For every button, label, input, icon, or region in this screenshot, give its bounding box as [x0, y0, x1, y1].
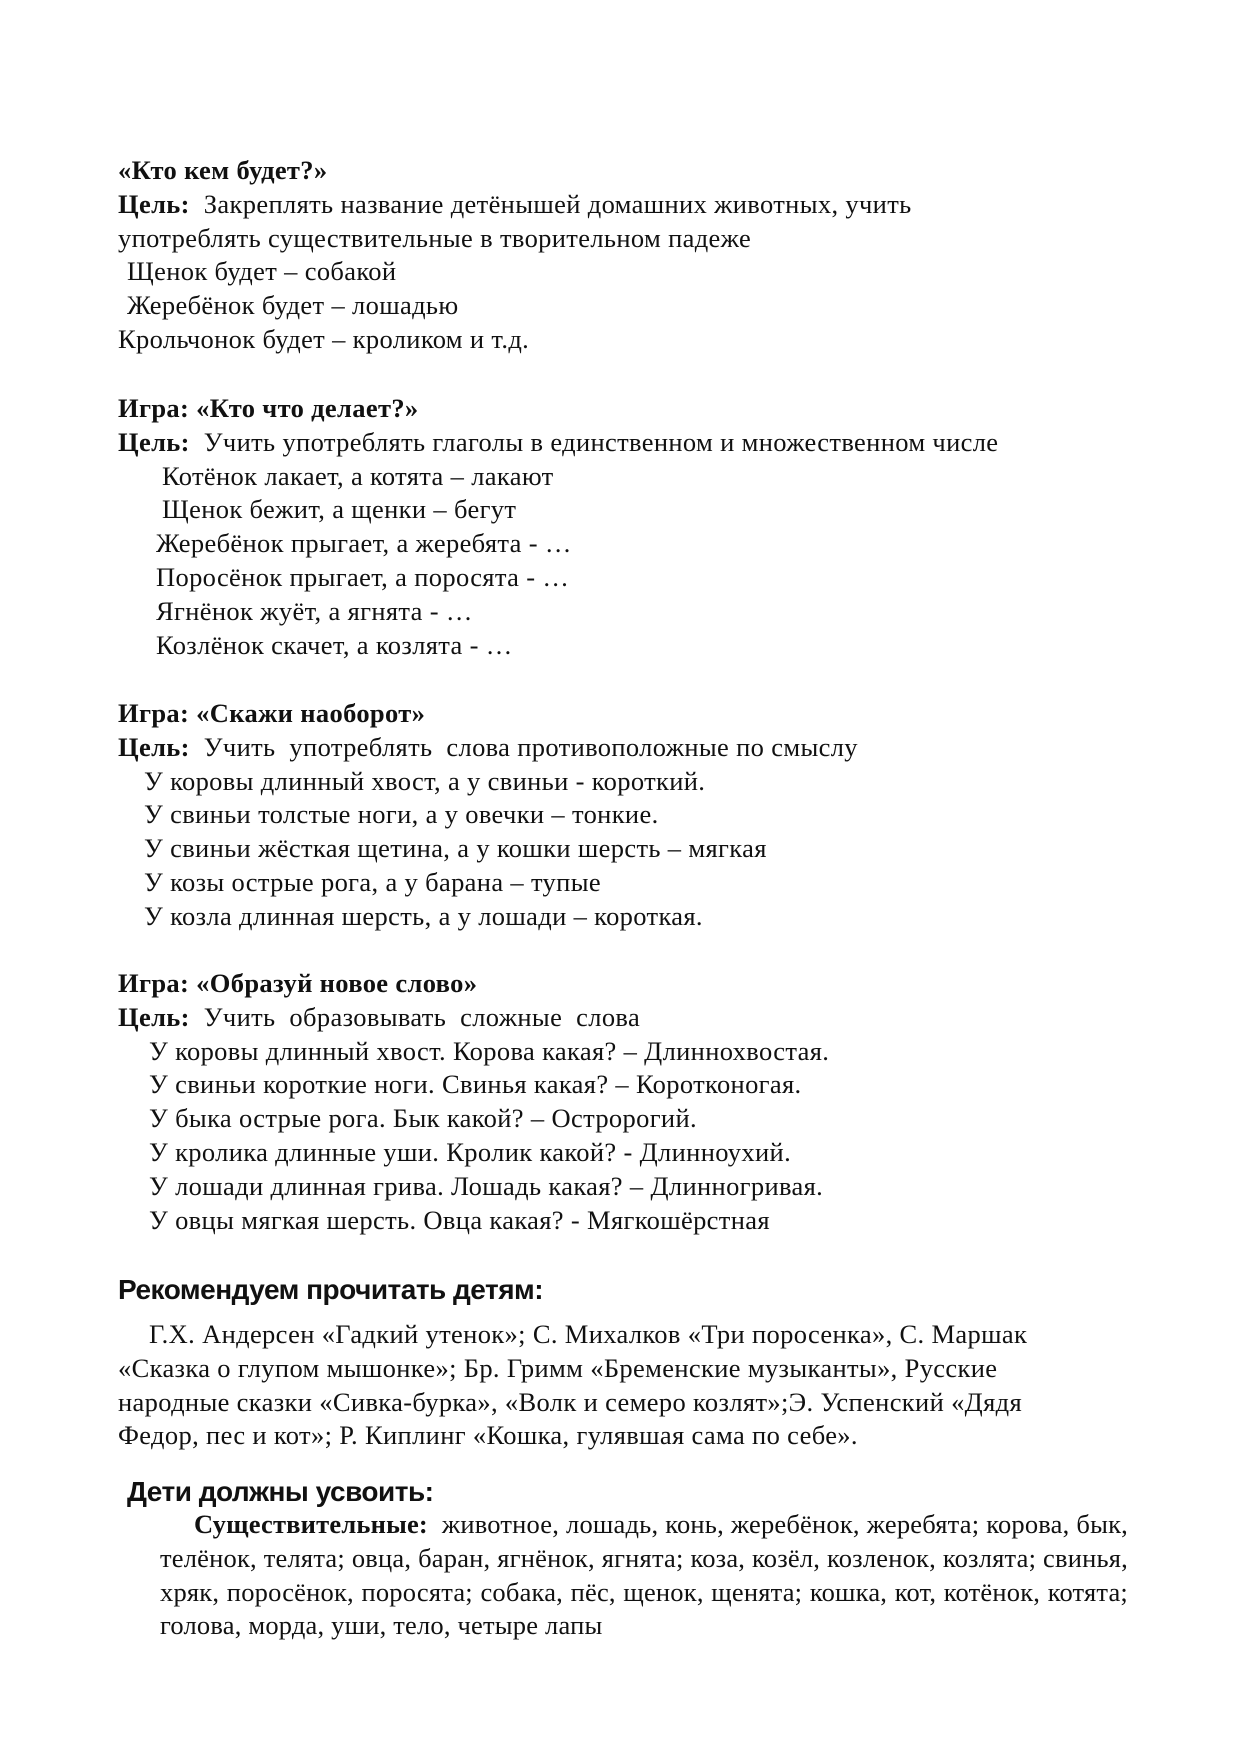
list-item: Жеребёнок будет – лошадью: [127, 290, 459, 321]
learn-section: [118, 1472, 1135, 1643]
list-item: У коровы длинный хвост, а у свиньи - короткий.: [144, 765, 706, 796]
goal-text: Учить образовывать сложные слова: [189, 1001, 641, 1032]
list-item: Крольчонок будет – кроликом и т.д.: [118, 323, 530, 354]
list-item: Щенок будет – собакой: [127, 256, 397, 287]
section-who-does-what: [118, 392, 1130, 662]
goal-label: Цель:: [118, 1001, 190, 1032]
nouns-label: Существительные:: [194, 1509, 428, 1539]
section-who-will-be: [118, 154, 1130, 357]
section-title: Игра: «Образуй новое слово»: [118, 968, 478, 998]
list-item: Котёнок лакает, а котята – лакают: [162, 460, 554, 491]
goal-label: Цель:: [118, 731, 190, 762]
goal-text: Учить употреблять глаголы в единственном и множественном числе: [189, 426, 999, 457]
list-item: У козы острые рога, а у барана – тупые: [144, 866, 601, 897]
section-title: Игра: «Кто что делает?»: [118, 393, 419, 423]
goal-label: Цель:: [118, 426, 190, 457]
list-item: У коровы длинный хвост. Корова какая? – Длиннохвостая.: [149, 1035, 830, 1066]
section-title: Игра: «Скажи наоборот»: [118, 698, 426, 728]
list-item: У кролика длинные уши. Кролик какой? - Длинноухий.: [149, 1136, 792, 1167]
list-item: Щенок бежит, а щенки – бегут: [162, 494, 517, 525]
learn-heading: Дети должны усвоить:: [127, 1476, 434, 1507]
list-item: У овцы мягкая шерсть. Овца какая? - Мягкошёрстная: [149, 1204, 770, 1235]
reading-heading: Рекомендуем прочитать детям:: [118, 1274, 544, 1305]
list-item: Жеребёнок прыгает, а жеребята - …: [156, 528, 572, 559]
nouns-text: животное, лошадь, конь, жеребёнок, жеребята; корова, бык, телёнок, телята; овца, баран, ягнёнок, ягнята; коза, козёл, козленок, козлята; свинья, хряк, поросёнок, поросята; собака, пёс, щенок, щенята; кошка, кот, котёнок, котята; голова, морда, уши, тело, четыре лапы: [160, 1509, 1135, 1641]
list-item: У быка острые рога. Бык какой? – Остророгий.: [149, 1103, 697, 1134]
list-item: У свиньи короткие ноги. Свинья какая? – Коротконогая.: [149, 1069, 802, 1100]
section-say-opposite: [118, 697, 1130, 934]
goal-text: Учить употреблять слова противоположные по смыслу: [189, 731, 858, 762]
goal-label: Цель:: [118, 188, 190, 219]
section-title: «Кто кем будет?»: [118, 155, 328, 185]
list-item: У козла длинная шерсть, а у лошади – короткая.: [144, 900, 703, 931]
list-item: У свиньи жёсткая щетина, а у кошки шерсть – мягкая: [144, 833, 767, 864]
list-item: У свиньи толстые ноги, а у овечки – тонкие.: [144, 799, 659, 830]
reading-text: Г.Х. Андерсен «Гадкий утенок»; С. Михалков «Три поросенка», С. Маршак «Сказка о глупом мышонке»; Бр. Гримм «Бременские музыканты», Русские народные сказки «Сивка-бурка», «Волк и семеро козлят»;Э. Успенский «Дядя Федор, пес и кот»; Р. Киплинг «Кошка, гулявшая сама по себе».: [118, 1319, 1028, 1451]
list-item: Поросёнок прыгает, а поросята - …: [156, 561, 570, 592]
reading-section: [118, 1268, 1130, 1453]
goal-text-cont: употреблять существительные в творительном падеже: [118, 222, 752, 253]
list-item: Ягнёнок жуёт, а ягнята - …: [156, 595, 473, 626]
section-new-word: [118, 967, 1130, 1237]
list-item: Козлёнок скачет, а козлята - …: [156, 629, 513, 660]
goal-text: Закреплять название детёнышей домашних животных, учить: [189, 188, 912, 219]
list-item: У лошади длинная грива. Лошадь какая? – Длинногривая.: [149, 1170, 824, 1201]
